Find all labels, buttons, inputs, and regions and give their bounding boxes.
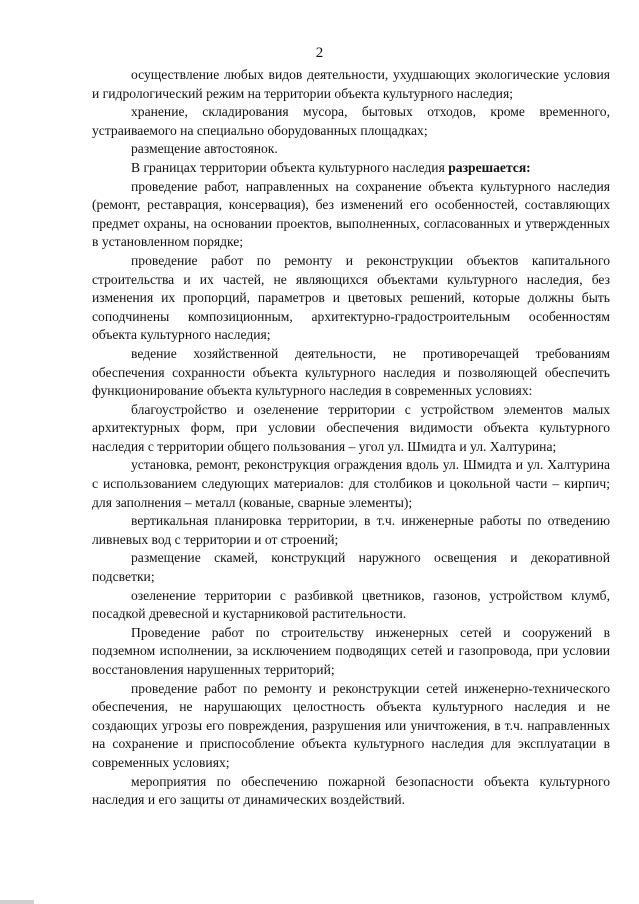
allowed-item-fence: установка, ремонт, реконструкция ограждения вдоль ул. Шмидта и ул. Халтурина с использованием следующих материалов: для столбиков и цокольной части – кирпич; для заполнения – металл (кованые, сварные элементы); [92,457,610,510]
allowed-item-conservation: проведение работ, направленных на сохранение объекта культурного наследия (ремонт, реставрация, консервация), без изменений его особенностей, составляющих предмет охраны, на основании проектов, выполненных, согласованных и утвержденных в установленном порядке; [92,178,610,250]
allowed-item-greenery: озеленение территории с разбивкой цветников, газонов, устройством клумб, посадкой древесной и кустарниковой растительности. [92,587,610,622]
allowed-item-grading: вертикальная планировка территории, в т.ч. инженерные работы по отведению ливневых вод с территории и от строений; [92,513,610,547]
allowed-item-fire-safety: мероприятия по обеспечению пожарной безопасности объекта культурного наследия и его защиты от динамических воздействий. [92,773,610,808]
allowed-item-repair-reconstruction: проведение работ по ремонту и реконструкции объектов капитального строительства и их частей, не являющихся объектами культурного наследия, без изменения их пропорций, параметров и цветовых решений, которые должны быть соподчинены композиционным, архитектурно-градостроительным особенностям объекта культурного наследия; [92,252,610,343]
restriction-item-ecology: осуществление любых видов деятельности, ухудшающих экологические условия и гидрологический режим на территории объекта культурного наследия; [92,67,610,101]
document-body [92,66,610,810]
allowed-item-underground-networks: Проведение работ по строительству инженерных сетей и сооружений в подземном исполнении, за исключением подводящих сетей и газопровода, при условии восстановления нарушенных территорий; [92,624,610,677]
scan-edge-mark [0,900,34,904]
allowed-item-economic-activity: ведение хозяйственной деятельности, не противоречащей требованиям обеспечения сохранности объекта культурного наследия и позволяющей обеспечить функционирование объекта культурного наследия в современных условиях: [92,345,610,399]
allowed-intro-text: В границах территории объекта культурного наследия [131,159,449,175]
restriction-item-waste-storage: хранение, складирования мусора, бытовых отходов, кроме временного, устраиваемого на специально оборудованных площадках; [92,104,610,138]
allowed-item-engineering-networks: проведение работ по ремонту и реконструкции сетей инженерно-технического обеспечения, не нарушающих целостность объекта культурного наследия и не создающих угрозы его повреждения, разрушения или уничтожения, в т.ч. направленных на сохранение и приспособление объекта культурного наследия для эксплуатации в современных условиях; [92,680,610,770]
page-number: 2 [315,45,324,61]
restriction-item-parking: размещение автостоянок. [131,141,278,157]
allowed-item-landscaping: благоустройство и озеленение территории с устройством элементов малых архитектурных форм, при условии обеспечения видимости объекта культурного наследия с территории общего пользования – угол ул. Шмидта и ул. Халтурина; [92,401,610,454]
allowed-item-benches-lighting: размещение скамей, конструкций наружного освещения и декоративной подсветки; [92,550,610,585]
allowed-intro [92,159,610,178]
allowed-intro-emphasis: разрешается: [448,159,531,175]
